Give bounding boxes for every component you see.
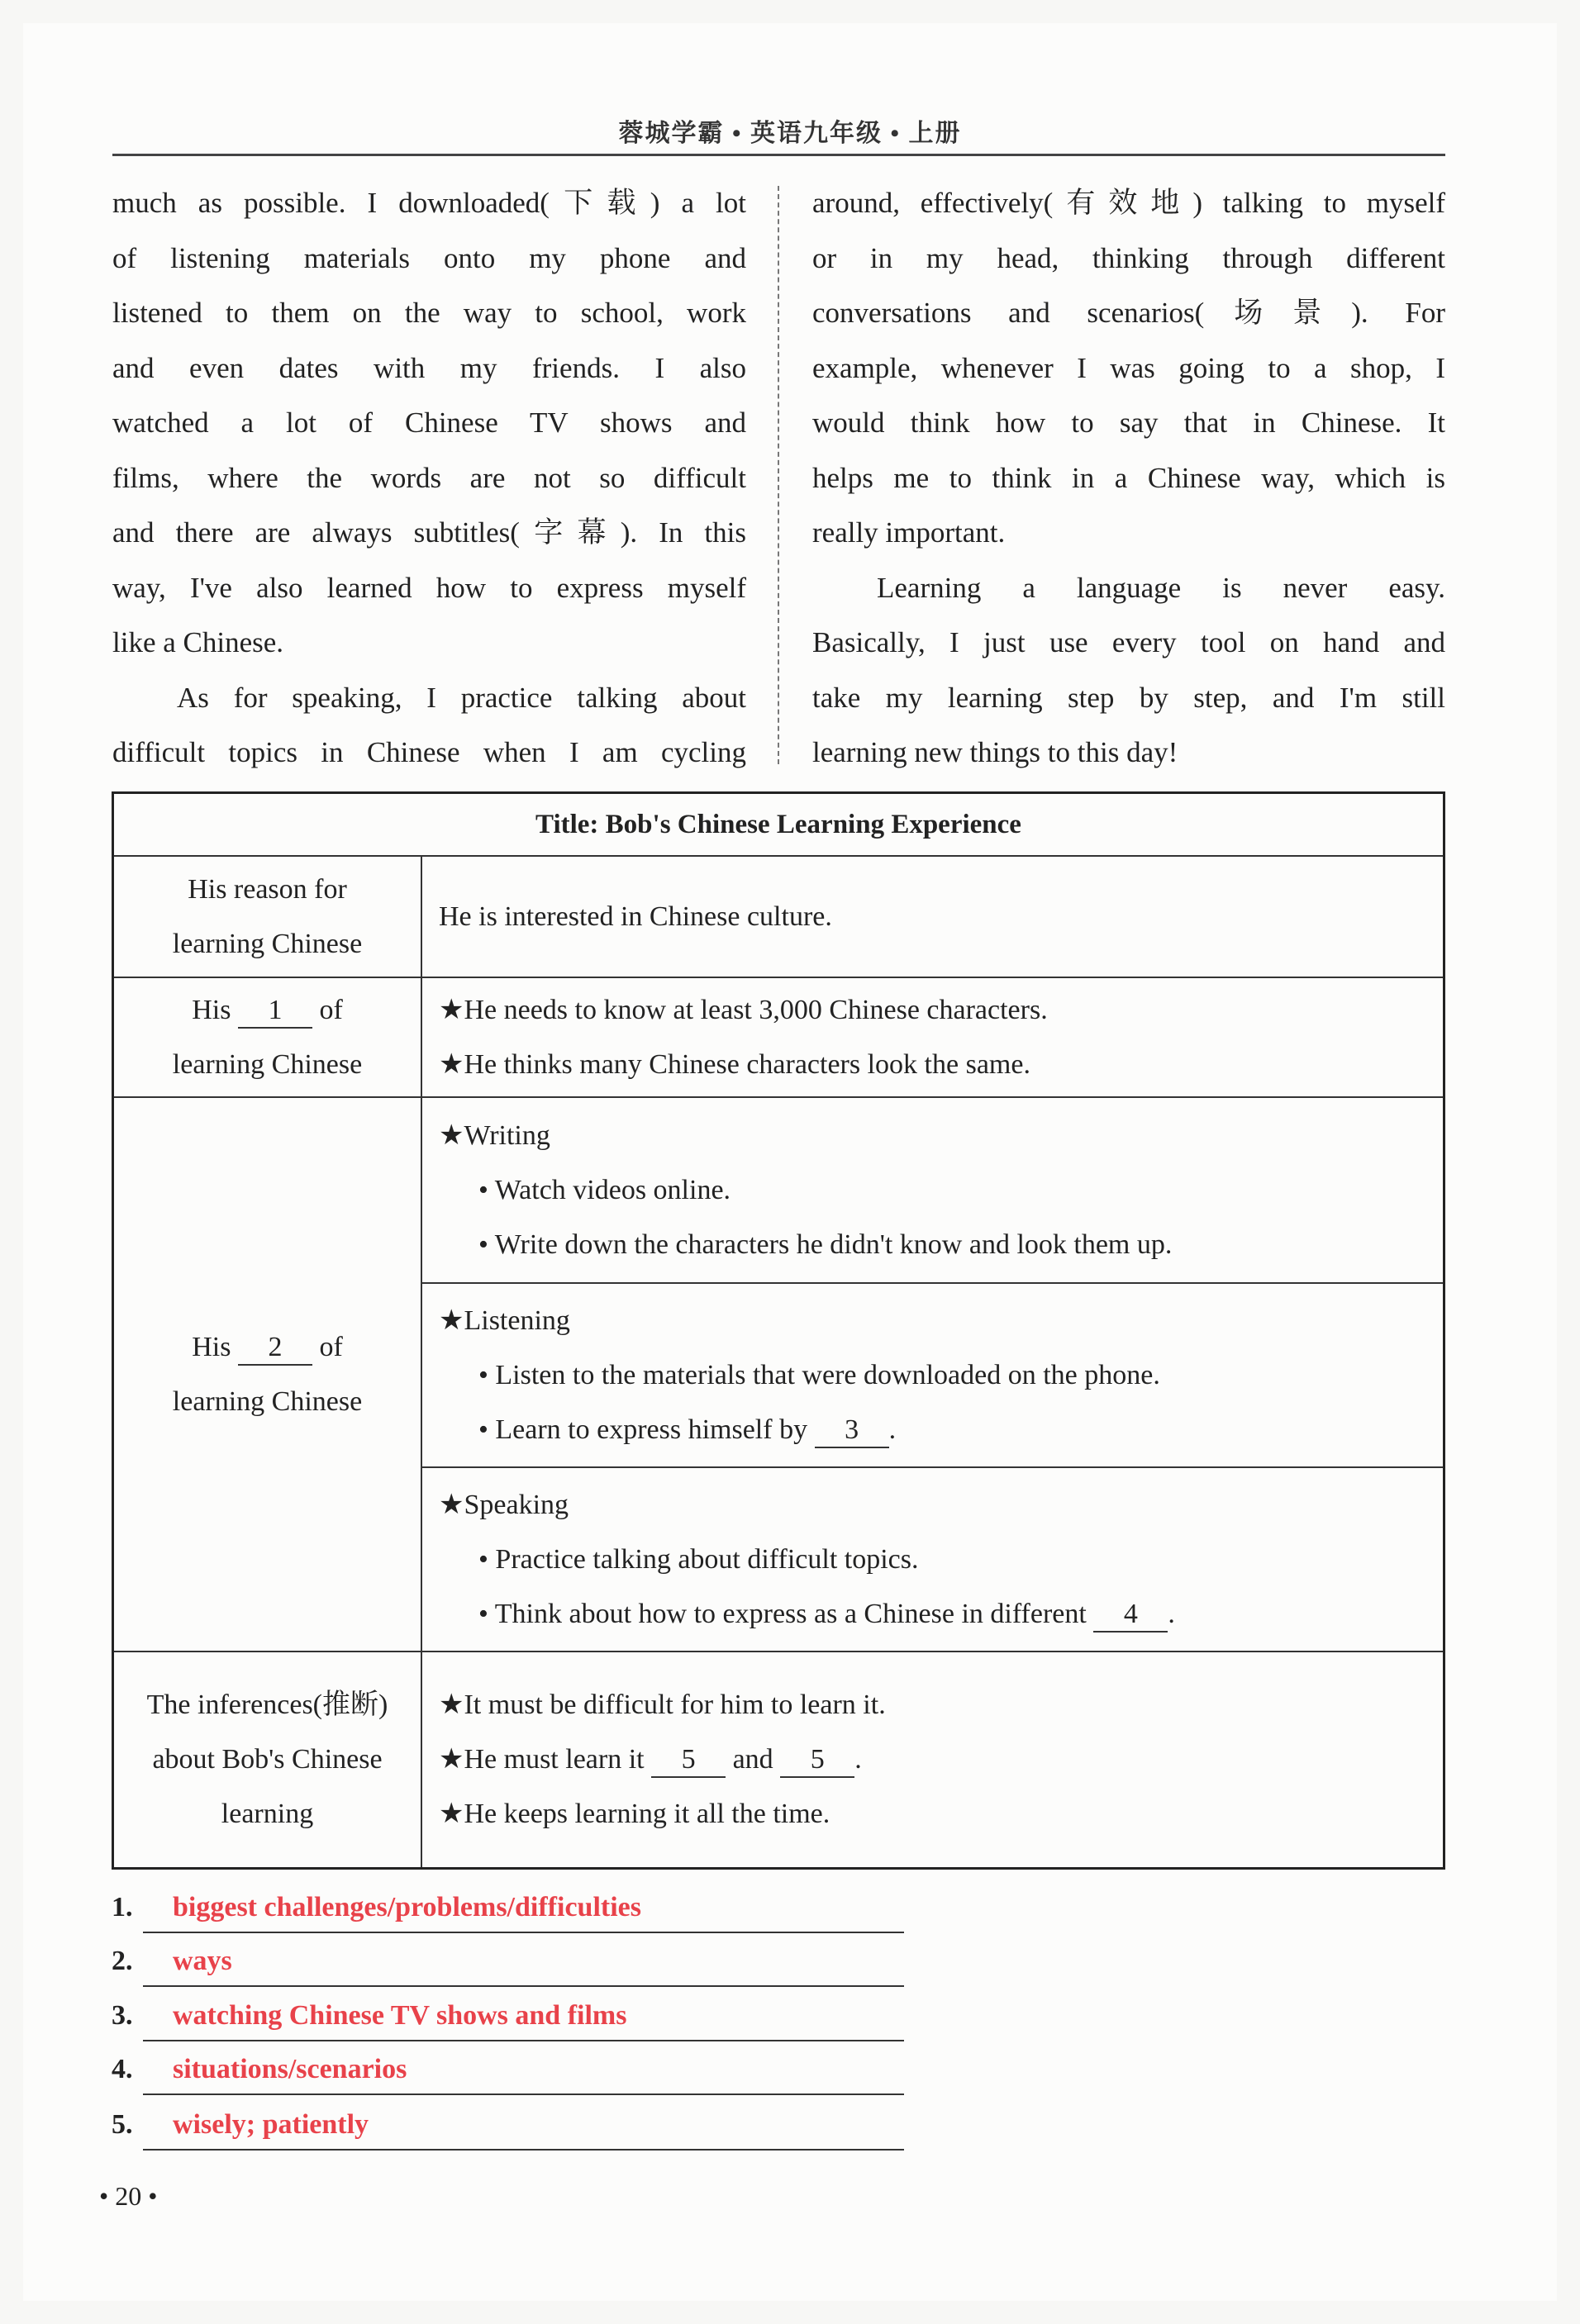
passage-line: take my learning step by step, and I'm still (812, 681, 1445, 714)
blank-2[interactable]: 2 (238, 1331, 312, 1366)
passage-line: example, whenever I was going to a shop, I (812, 351, 1445, 384)
table-item (439, 1403, 1443, 1457)
row-content-reason: He is interested in Chinese culture. (421, 856, 1444, 977)
header-rule (112, 154, 1445, 156)
passage-line: or in my head, thinking through different (812, 241, 1445, 274)
label-text: learning Chinese (172, 1048, 363, 1080)
passage-line: around, effectively(有效地) talking to myself (812, 187, 1445, 219)
table-title: Title: Bob's Chinese Learning Experience (113, 793, 1444, 857)
passage-line: much as possible. I downloaded(下载) a lot (112, 187, 746, 219)
item-text: . (1168, 1598, 1175, 1629)
row-label-inferences (113, 1652, 422, 1868)
passage-line: difficult topics in Chinese when I am cycling (112, 736, 746, 768)
table-item: ★He keeps learning it all the time. (439, 1798, 830, 1829)
section-heading: ★Speaking (439, 1489, 569, 1520)
passage-line: like a Chinese. (112, 626, 284, 658)
section-heading: ★Writing (439, 1119, 550, 1151)
passage-line: and there are always subtitles(字幕). In this (112, 516, 746, 549)
blank-5b[interactable]: 5 (780, 1743, 854, 1778)
answer-text: wisely; patiently (173, 2109, 369, 2140)
label-text: The inferences(推断) about Bob's Chinese learning (146, 1689, 388, 1829)
blank-4[interactable]: 4 (1093, 1598, 1168, 1633)
passage-line: learning new things to this day! (812, 736, 1178, 768)
label-text: His (192, 994, 231, 1025)
row-label-challenges (113, 977, 422, 1097)
table-item (439, 1587, 1443, 1642)
answer-text: watching Chinese TV shows and films (173, 2000, 627, 2031)
row-content-challenges (421, 977, 1444, 1097)
speaking-section (421, 1467, 1444, 1652)
blank-3[interactable]: 3 (815, 1414, 889, 1448)
running-header: 蓉城学霸 • 英语九年级 • 上册 (618, 120, 962, 147)
passage-line: Learning a language is never easy. (877, 571, 1445, 604)
answer-line (143, 2094, 904, 2095)
label-text: learning Chinese (172, 1385, 363, 1417)
answer-line (143, 1985, 904, 1987)
label-text: of (319, 994, 343, 1025)
table-item: • Listen to the materials that were downloaded on the phone. (478, 1359, 1160, 1390)
item-text: . (854, 1743, 862, 1775)
passage-line: really important. (812, 516, 1006, 549)
answer-number: 3. (112, 2000, 133, 2031)
answer-number: 2. (112, 1946, 133, 1976)
summary-table (112, 791, 1445, 1870)
blank-1[interactable]: 1 (238, 994, 312, 1029)
answer-text: biggest challenges/problems/difficulties (173, 1892, 641, 1922)
answer-number: 5. (112, 2109, 133, 2140)
label-text: His (192, 1331, 231, 1362)
passage-line: films, where the words are not so difficult (112, 461, 746, 494)
item-text: • Learn to express himself by (478, 1414, 808, 1445)
answer-text: ways (173, 1946, 232, 1976)
listening-section (421, 1283, 1444, 1467)
table-item: ★He needs to know at least 3,000 Chinese characters. (439, 994, 1048, 1025)
answer-line (143, 2149, 904, 2151)
label-text: of (319, 1331, 343, 1362)
writing-section (421, 1097, 1444, 1283)
table-item: ★It must be difficult for him to learn it. (439, 1689, 886, 1720)
item-text: . (888, 1414, 897, 1445)
table-item (439, 1732, 1443, 1787)
passage-line: watched a lot of Chinese TV shows and (112, 406, 746, 439)
blank-5a[interactable]: 5 (651, 1743, 726, 1778)
item-text: ★He must learn it (439, 1743, 645, 1775)
answer-line (143, 1932, 904, 1933)
item-text: and (732, 1743, 773, 1775)
section-heading: ★Listening (439, 1305, 570, 1336)
passage-line: conversations and scenarios(场景). For (812, 297, 1445, 329)
passage-left-column (112, 180, 746, 785)
passage-line: As for speaking, I practice talking about (177, 681, 746, 714)
passage-line: and even dates with my friends. I also (112, 351, 746, 384)
row-label-ways (113, 1097, 422, 1652)
answer-number: 1. (112, 1892, 133, 1922)
passage-line: would think how to say that in Chinese. It (812, 406, 1445, 439)
answer-number: 4. (112, 2054, 133, 2084)
answer-text: situations/scenarios (173, 2054, 407, 2084)
passage-line: helps me to think in a Chinese way, which is (812, 461, 1445, 494)
answer-line (143, 2040, 904, 2041)
page-number: • 20 • (99, 2181, 158, 2211)
passage-line: Basically, I just use every tool on hand and (812, 626, 1445, 658)
passage-right-column (812, 180, 1445, 785)
row-content-inferences (421, 1652, 1444, 1868)
passage-line: of listening materials onto my phone and (112, 241, 746, 274)
table-item: • Practice talking about difficult topics. (478, 1543, 919, 1575)
item-text: • Think about how to express as a Chinese in different (478, 1598, 1087, 1629)
row-label-reason (113, 856, 422, 977)
table-item: • Watch videos online. (478, 1174, 731, 1205)
column-divider (778, 186, 779, 764)
passage-line: listened to them on the way to school, work (112, 297, 746, 329)
table-item: • Write down the characters he didn't know and look them up. (478, 1229, 1173, 1260)
passage-line: way, I've also learned how to express myself (112, 571, 746, 604)
label-text: His reason for learning Chinese (172, 873, 363, 959)
table-item: ★He thinks many Chinese characters look the same. (439, 1048, 1030, 1080)
